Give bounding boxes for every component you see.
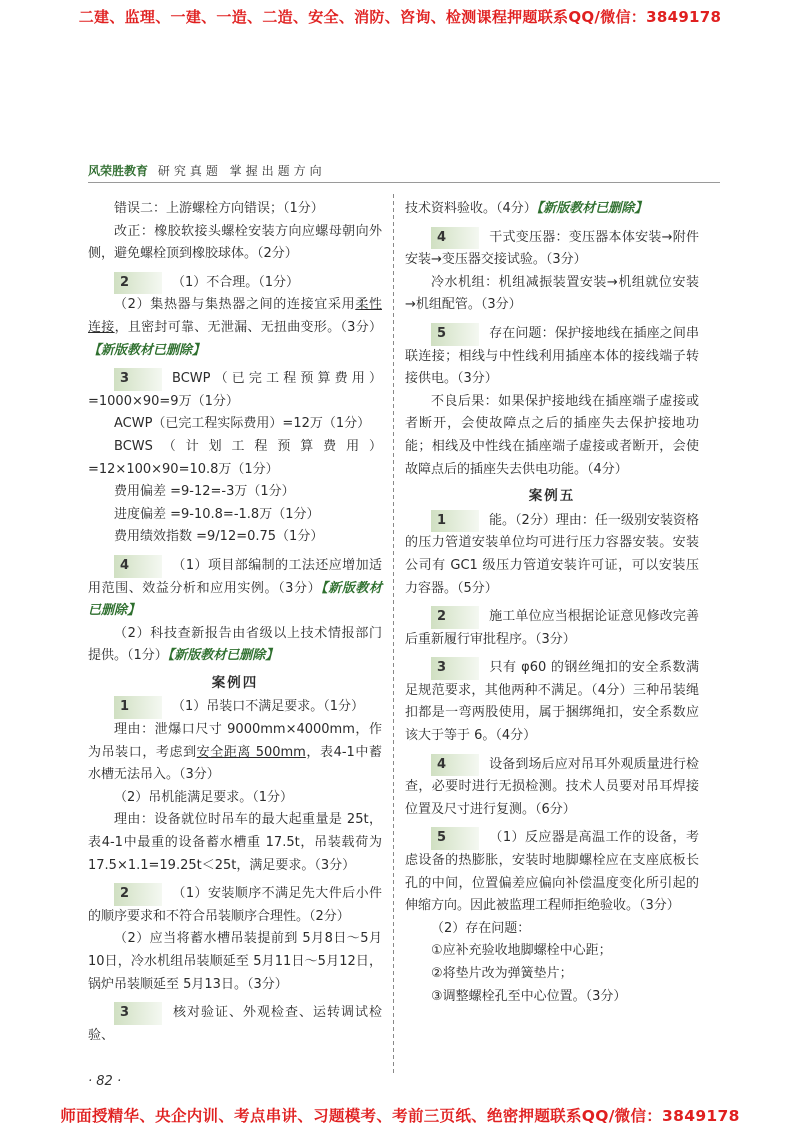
left-column [88, 198, 382, 1047]
answer-text: 存在问题：保护接地线在插座之间串联连接；相线与中性线利用插座本体的接线端子转接供电。（3分） [405, 325, 699, 387]
question-number: 2 [114, 272, 162, 295]
answer-item [405, 606, 699, 651]
question-number: 4 [431, 754, 479, 777]
answer-text: 只有 φ60 的钢丝绳扣的安全系数满足规范要求，其他两种不满足。（4分）三种吊装绳扣都是一弯两股使用，属于捆绑绳扣，安全系数应该大于等于 6。（4分） [405, 660, 699, 744]
answer-item [88, 1002, 382, 1047]
header-slogan: 研究真题 掌握出题方向 [157, 164, 326, 178]
top-banner: 二建、监理、一建、一造、二造、安全、消防、咨询、检测课程押题联系QQ/微信：3849178 [78, 8, 722, 26]
answer-text: BCWS（计划工程预算费用）=12×100×90=10.8万（1分） [88, 438, 382, 477]
column-divider [393, 194, 394, 1074]
question-number: 1 [114, 696, 162, 719]
answer-text: （1）吊装口不满足要求。（1分） [172, 699, 365, 715]
answer-text: 费用绩效指数 =9/12=0.75（1分） [114, 529, 324, 545]
answer-text: 核对验证、外观检查、运转调试检验、 [88, 1005, 382, 1043]
answer-text: 技术资料验收。（4分）【新版教材已删除】 [405, 201, 648, 216]
deleted-tag: 【新版教材已删除】 [88, 580, 382, 619]
deleted-tag: 【新版教材已删除】 [88, 342, 206, 358]
answer-text: （2）吊机能满足要求。（1分） [114, 789, 294, 805]
answer-text: ACWP（已完工程实际费用）=12万（1分） [114, 416, 371, 432]
question-number: 3 [114, 368, 162, 391]
answer-text: BCWP（已完工程预算费用）=1000×90=9万（1分） [88, 371, 382, 409]
deleted-tag: 【新版教材已删除】 [536, 201, 648, 216]
question-number: 3 [114, 1002, 162, 1025]
right-column [405, 198, 699, 1008]
answer-text: 冷水机组：机组减振装置安装→机组就位安装→机组配管。（3分） [405, 274, 699, 313]
question-number: 1 [431, 510, 479, 533]
page-header [88, 162, 728, 184]
question-number: 5 [431, 827, 479, 850]
answer-text: 设备到场后应对吊耳外观质量进行检查，必要时进行无损检测。技术人员要对吊耳焊接位置及尺寸进行复测。（6分） [405, 756, 699, 817]
answer-item [88, 272, 382, 295]
answer-text: （2）科技查新报告由省级以上技术情报部门提供。（1分）【新版教材已删除】 [88, 625, 382, 664]
deleted-tag: 【新版教材已删除】 [167, 648, 279, 664]
answer-item [405, 227, 699, 272]
answer-text: 理由：设备就位时吊车的最大起重量是 25t，表4-1中最重的设备蓄水槽重 17.5t，吊装载荷为 17.5×1.1=19.25t＜25t，满足要求。（3分） [88, 812, 382, 873]
answer-item [88, 368, 382, 413]
header-rule [88, 182, 720, 183]
page-number: · 82 · [88, 1074, 122, 1089]
answer-text: 不良后果：如果保护接地线在插座端子虚接或者断开，会使故障点之后的插座失去保护接地功能；相线及中性线在插座端子虚接或者断开，会使故障点后的插座失去供电功能。（4分） [405, 393, 699, 477]
answer-item [405, 827, 699, 917]
answer-item [88, 555, 382, 623]
case-heading: 案例四 [211, 674, 259, 691]
answer-item [88, 883, 382, 928]
paragraph: 错误二：上游螺栓方向错误；（1分） [114, 201, 324, 216]
answer-text: （1）反应器是高温工作的设备，考虑设备的热膨胀，安装时地脚螺栓应在支座底板长孔的中间，位置偏差应偏向补偿温度变化所引起的伸缩方向。因此被监理工程师拒绝验收。（3分） [405, 830, 699, 914]
answer-text: 能。（2分）理由：任一级别安装资格的压力管道安装单位均可进行压力容器安装。安装公司有 GC1 级压力管道安装许可证，可以安装压力容器。（5分） [405, 512, 699, 596]
bottom-banner: 师面授精华、央企内训、考点串讲、习题模考、考前三页纸、绝密押题联系QQ/微信：3849178 [60, 1107, 740, 1125]
question-number: 4 [114, 555, 162, 578]
answer-text: 施工单位应当根据论证意见修改完善后重新履行审批程序。（3分） [405, 609, 699, 647]
question-number: 2 [431, 606, 479, 629]
answer-text: ①应补充验收地脚螺栓中心距； [431, 943, 612, 959]
answer-text: （1）项目部编制的工法还应增加适用范围、效益分析和应用实例。（3分） [88, 557, 382, 596]
answer-text: ②将垫片改为弹簧垫片； [431, 966, 573, 981]
question-number: 5 [431, 323, 479, 346]
question-number: 3 [431, 657, 479, 680]
answer-text: （2）集热器与集热器之间的连接宜采用柔性连接，且密封可靠、无泄漏、无扭曲变形。（3分）【新版教材已删除】 [88, 297, 382, 358]
answer-item [405, 754, 699, 822]
answer-text: （1）不合理。（1分） [172, 274, 300, 290]
answer-item [405, 657, 699, 747]
paragraph: 改正：橡胶软接头螺栓安装方向应螺母朝向外侧，避免螺栓顶到橡胶球体。（2分） [88, 223, 382, 262]
answer-text: （1）安装顺序不满足先大件后小件的顺序要求和不符合吊装顺序合理性。（2分） [88, 886, 382, 924]
question-number: 2 [114, 883, 162, 906]
brand-logo: 风荣胜教育 [88, 164, 149, 178]
case-heading: 案例五 [528, 488, 576, 505]
answer-item [405, 323, 699, 391]
answer-text: 理由：泄爆口尺寸 9000mm×4000mm，作为吊装口，考虑到安全距离 500mm，表4-1中蓄水槽无法吊入。（3分） [88, 722, 382, 783]
answer-text: ③调整螺栓孔至中心位置。（3分） [431, 988, 627, 1004]
answer-text: 费用偏差 =9-12=-3万（1分） [114, 484, 295, 500]
answer-text: （2）存在问题： [431, 920, 531, 936]
answer-item [405, 510, 699, 600]
answer-item [88, 696, 382, 719]
answer-text: 干式变压器：变压器本体安装→附件安装→变压器交接试验。（3分） [405, 229, 699, 268]
answer-text: （2）应当将蓄水槽吊装提前到 5月8日～5月10日，冷水机组吊装顺延至 5月11日～5月12日，锅炉吊装顺延至 5月13日。（3分） [88, 931, 382, 992]
question-number: 4 [431, 227, 479, 250]
answer-text: 进度偏差 =9-10.8=-1.8万（1分） [114, 506, 320, 522]
